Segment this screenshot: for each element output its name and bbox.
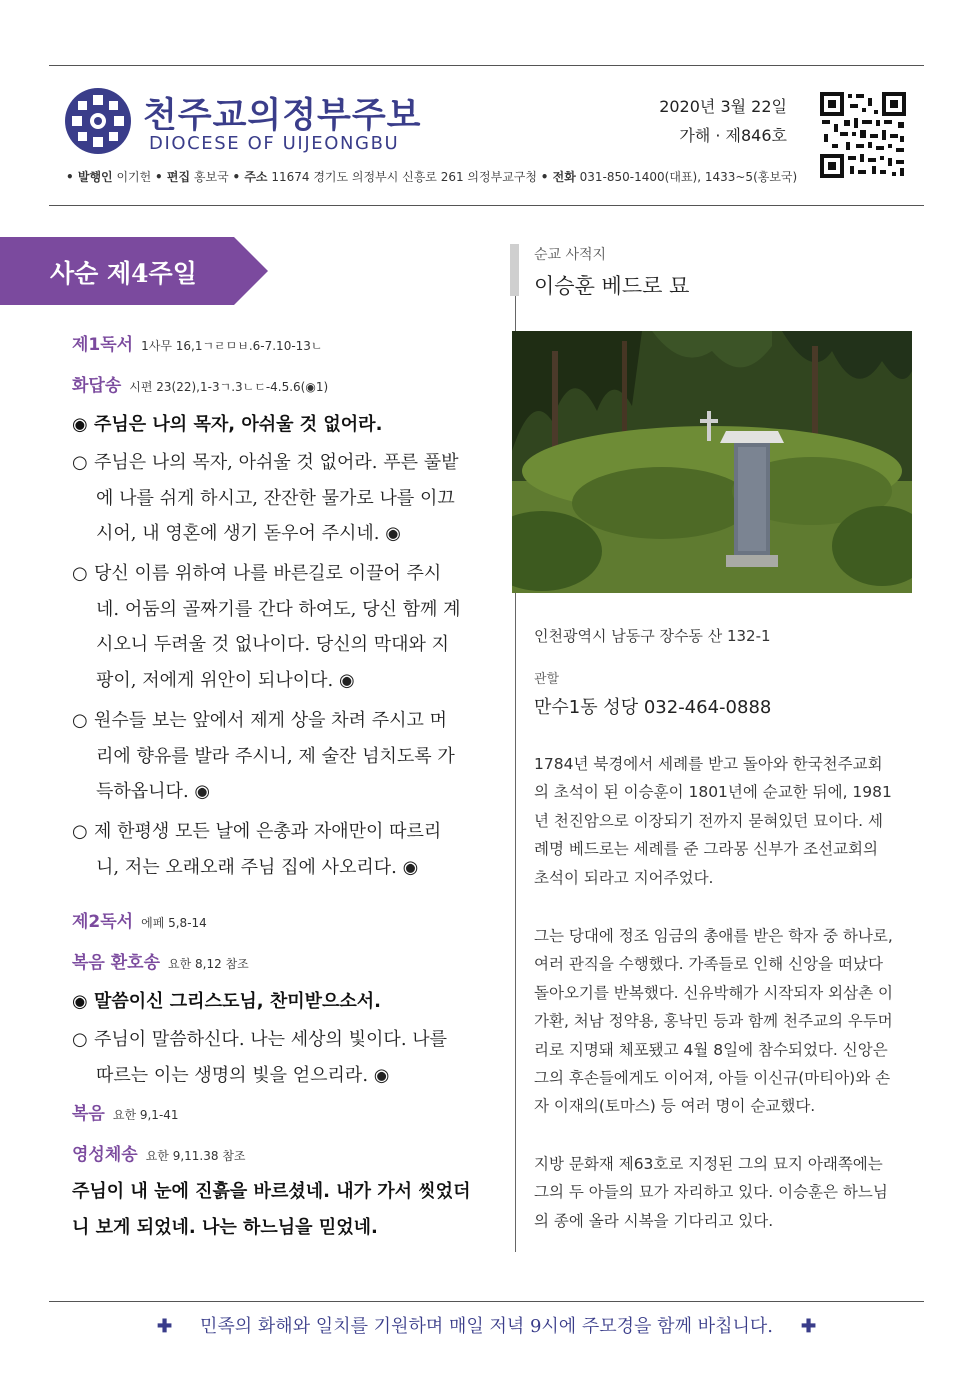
publisher-info [66, 168, 797, 185]
header-bottom-rule [49, 205, 924, 206]
tomb-photo [512, 331, 912, 593]
info-label-publisher: • 발행인 [66, 170, 113, 184]
footer-text: 민족의 화해와 일치를 기원하며 매일 저녁 9시에 주모경을 함께 바칩니다. [200, 1316, 773, 1337]
second-reading [72, 907, 207, 932]
paragraph-line: 지방 문화재 제63호로 지정된 그의 묘지 아래쪽에는 [534, 1155, 883, 1173]
paragraph-line: 여러 관직을 수행했다. 가족들로 인해 신앙을 떠났다 [534, 955, 883, 974]
communion-label: 영성체송 [72, 1145, 138, 1165]
verse-line: 제 한평생 모든 날에 은총과 자애만이 따르리 [94, 821, 442, 842]
verse-line: 당신 이름 위하여 나를 바른길로 이끌어 주시 [94, 563, 442, 584]
second-reading-ref: 에페 5,8-14 [141, 916, 207, 930]
verse-line: 따르는 이는 생명의 빛을 얻으리라. ◉ [96, 1064, 390, 1086]
issue-number: 가해 · 제846호 [679, 126, 787, 145]
jurisdiction-parish: 만수1동 성당 032-464-0888 [534, 697, 772, 718]
first-reading-ref: 1사무 16,1ㄱㄹㅁㅂ.6-7.10-13ㄴ [141, 339, 323, 353]
verse-line: 주님은 나의 목자, 아쉬울 것 없어라. 푸른 풀밭 [94, 452, 459, 473]
sunday-title: 사순 제4주일 [50, 259, 197, 288]
paragraph-line: 그의 두 아들의 묘가 자리하고 있다. 이승훈은 하느님 [534, 1183, 888, 1202]
site-address: 인천광역시 남동구 장수동 산 132-1 [534, 627, 771, 645]
verse-line: 원수들 보는 앞에서 제게 상을 차려 주시고 머 [94, 710, 448, 731]
info-label-editor: • 편집 [155, 170, 191, 184]
acclamation-label: 복음 환호송 [72, 953, 161, 973]
paragraph-line: 초석이 되라고 지어주었다. [534, 868, 714, 887]
section-tag: 순교 사적지 [534, 247, 607, 263]
qr-code-icon[interactable] [818, 90, 908, 180]
psalm-label: 화답송 [72, 376, 122, 396]
psalm-verse-1 [72, 445, 484, 552]
info-value-publisher: 이기헌 [112, 170, 156, 184]
verse-line: 득하옵니다. ◉ [96, 781, 211, 802]
acclamation-ref: 요한 8,12 참조 [168, 957, 249, 971]
verse-line: 시어, 내 영혼에 생기 돋우어 주시네. ◉ [96, 523, 401, 544]
acclamation-verse [72, 1022, 484, 1093]
site-paragraph-2 [534, 922, 916, 1121]
site-paragraph-1 [534, 750, 916, 892]
section-tag-bar [510, 244, 519, 296]
acclamation-response: ◉ 말씀이신 그리스도님, 찬미받으소서. [72, 991, 382, 1012]
footer-rule [49, 1301, 924, 1302]
cross-icon: ✚ [156, 1316, 173, 1337]
psalm-ref: 시편 23(22),1-3ㄱ.3ㄴㄷ-4.5.6(◉1) [129, 380, 329, 394]
verse-marker: ○ [72, 710, 88, 731]
diocese-logo-icon [64, 87, 132, 155]
cross-icon: ✚ [800, 1316, 817, 1337]
verse-line: 네. 어둠의 골짜기를 간다 하여도, 당신 함께 계 [96, 598, 461, 620]
communion-line: 주님이 내 눈에 진흙을 바르셨네. 내가 가서 씻었더 [72, 1181, 471, 1202]
paragraph-line: 가환, 처남 정약용, 홍낙민 등과 함께 천주교의 우두머 [534, 1012, 893, 1031]
info-value-phone: 031-850-1400(대표), 1433~5(홍보국) [575, 170, 798, 184]
gospel [72, 1099, 179, 1124]
verse-marker: ○ [72, 1029, 88, 1050]
verse-line: 에 나를 쉬게 하시고, 잔잔한 물가로 나를 이끄 [96, 487, 455, 509]
paragraph-line: 돌아오기를 반복했다. 신유박해가 시작되자 외삼촌 이 [534, 983, 893, 1002]
paragraph-line: 1784년 북경에서 세례를 받고 돌아와 한국천주교회 [534, 755, 883, 773]
site-title: 이승훈 베드로 묘 [534, 274, 690, 298]
top-rule [49, 65, 924, 66]
paragraph-line: 의 초석이 된 이승훈이 1801년에 순교한 뒤에, 1981 [534, 783, 892, 802]
psalm-verse-2 [72, 556, 484, 698]
verse-marker: ○ [72, 821, 88, 842]
psalm-verse-3 [72, 703, 484, 810]
verse-marker: ○ [72, 563, 88, 584]
info-label-address: • 주소 [232, 170, 268, 184]
communion-text [72, 1174, 492, 1246]
verse-marker: ○ [72, 452, 88, 473]
info-label-phone: • 전화 [540, 170, 576, 184]
info-value-editor: 홍보국 [190, 170, 233, 184]
paragraph-line: 자 이재의(토마스) 등 여러 명이 순교했다. [534, 1097, 816, 1116]
first-reading-label: 제1독서 [72, 335, 134, 355]
paragraph-line: 의 종에 올라 시복을 기다리고 있다. [534, 1211, 774, 1230]
gospel-ref: 요한 9,1-41 [112, 1108, 179, 1122]
masthead-title: 천주교의정부주보 [143, 96, 422, 136]
paragraph-line: 그의 후손들에게도 이어져, 아들 이신규(마티아)와 손 [534, 1069, 891, 1088]
psalm-response: ◉ 주님은 나의 목자, 아쉬울 것 없어라. [72, 414, 383, 435]
paragraph-line: 년 천진암으로 이장되기 전까지 묻혀있던 묘이다. 세 [534, 811, 883, 830]
psalm [72, 371, 328, 396]
psalm-verse-4 [72, 814, 484, 885]
communion-antiphon [72, 1140, 246, 1165]
issue-date: 2020년 3월 22일 [659, 97, 787, 116]
verse-line: 주님이 말씀하신다. 나는 세상의 빛이다. 나를 [94, 1029, 448, 1050]
verse-line: 팡이, 저에게 위안이 되나이다. ◉ [96, 669, 355, 691]
first-reading [72, 330, 323, 355]
verse-line: 니, 저는 오래오래 주님 집에 사오리다. ◉ [96, 856, 419, 878]
gospel-label: 복음 [72, 1104, 105, 1124]
communion-line: 니 보게 되었네. 나는 하느님을 믿었네. [72, 1217, 378, 1238]
masthead-subtitle: DIOCESE OF UIJEONGBU [149, 133, 400, 154]
site-paragraph-3 [534, 1150, 916, 1235]
jurisdiction-label: 관할 [534, 672, 560, 687]
verse-line: 리에 향유를 발라 주시니, 제 술잔 넘치도록 가 [96, 745, 455, 767]
paragraph-line: 리로 지명돼 체포됐고 4월 8일에 참수되었다. 신앙은 [534, 1040, 888, 1059]
info-value-address: 11674 경기도 의정부시 신흥로 261 의정부교구청 [267, 170, 541, 184]
verse-line: 시오니 두려울 것 없나이다. 당신의 막대와 지 [96, 634, 450, 655]
second-reading-label: 제2독서 [72, 912, 134, 932]
paragraph-line: 례명 베드로는 세례를 준 그라몽 신부가 조선교회의 [534, 840, 878, 859]
paragraph-line: 그는 당대에 정조 임금의 총애를 받은 학자 중 하나로, [534, 927, 893, 945]
gospel-acclamation [72, 948, 249, 973]
footer-prayer [0, 1312, 973, 1338]
communion-ref: 요한 9,11.38 참조 [145, 1149, 246, 1163]
